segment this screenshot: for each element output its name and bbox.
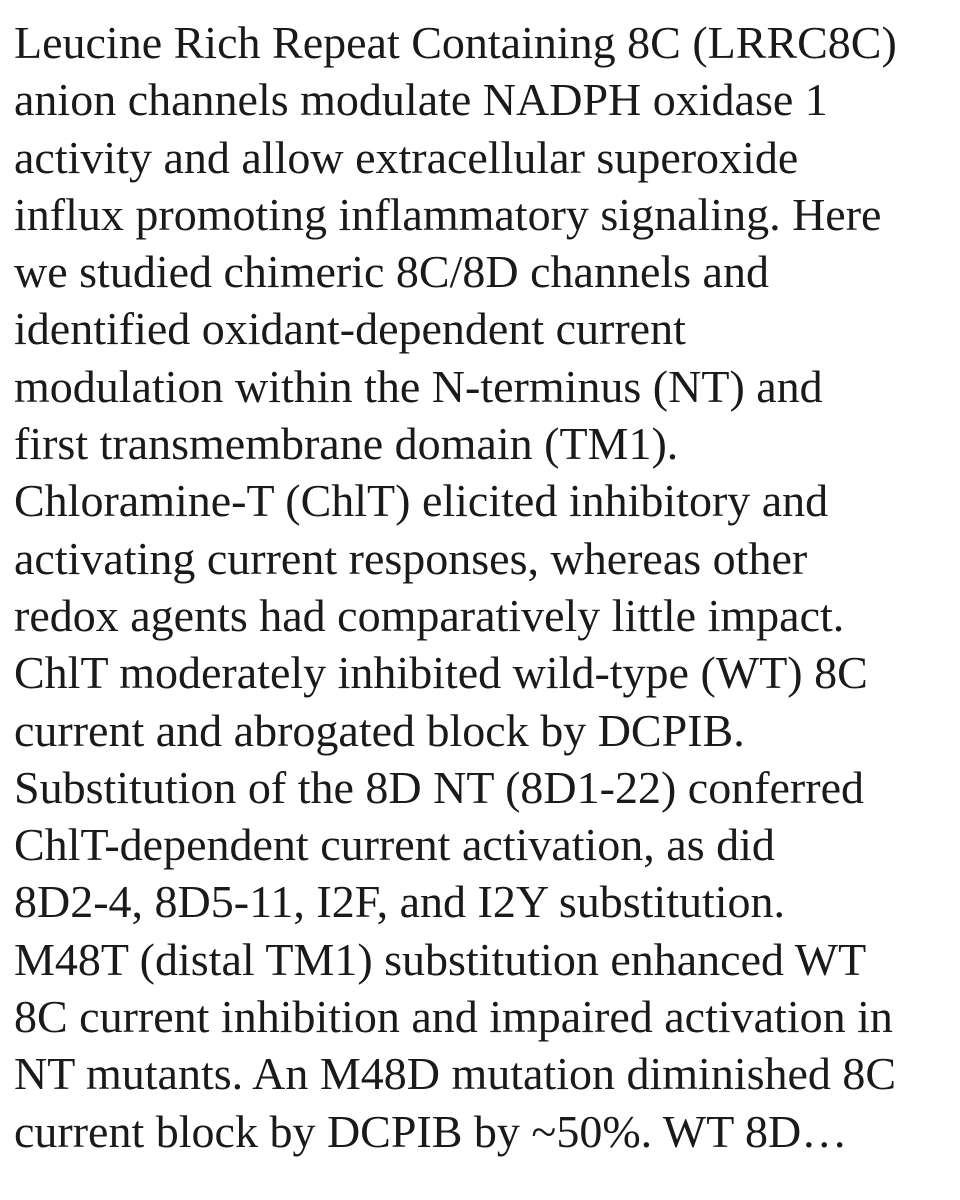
text-line: 8C current inhibition and impaired activation in xyxy=(14,991,893,1043)
text-line: Leucine Rich Repeat Containing 8C (LRRC8C) xyxy=(14,17,897,68)
text-line: Chloramine-T (ChlT) elicited inhibitory and xyxy=(14,475,829,527)
text-line: influx promoting inflammatory signaling. Here xyxy=(14,188,882,240)
text-line: redox agents had comparatively little impact. xyxy=(14,589,845,641)
text-line: M48T (distal TM1) substitution enhanced WT xyxy=(14,933,867,985)
text-line: activating current responses, whereas other xyxy=(14,532,808,584)
text-line: current and abrogated block by DCPIB. xyxy=(14,704,745,756)
text-line: identified oxidant-dependent current xyxy=(14,303,686,355)
text-line: ChlT moderately inhibited wild-type (WT) 8C xyxy=(14,647,868,699)
text-line: ChlT-dependent current activation, as did xyxy=(14,819,775,871)
text-line: current block by DCPIB by ~50%. WT 8D… xyxy=(14,1105,848,1157)
text-line: anion channels modulate NADPH oxidase 1 xyxy=(14,74,828,126)
text-line: NT mutants. An M48D mutation diminished 8C xyxy=(14,1048,897,1100)
text-line: Substitution of the 8D NT (8D1-22) conferred xyxy=(14,761,864,813)
abstract-text xyxy=(14,14,954,1160)
text-line: we studied chimeric 8C/8D channels and xyxy=(14,246,769,298)
text-line: 8D2-4, 8D5-11, I2F, and I2Y substitution. xyxy=(14,876,786,928)
text-line: activity and allow extracellular superoxide xyxy=(14,131,799,183)
text-line: first transmembrane domain (TM1). xyxy=(14,418,679,470)
text-line: modulation within the N-terminus (NT) and xyxy=(14,360,823,412)
